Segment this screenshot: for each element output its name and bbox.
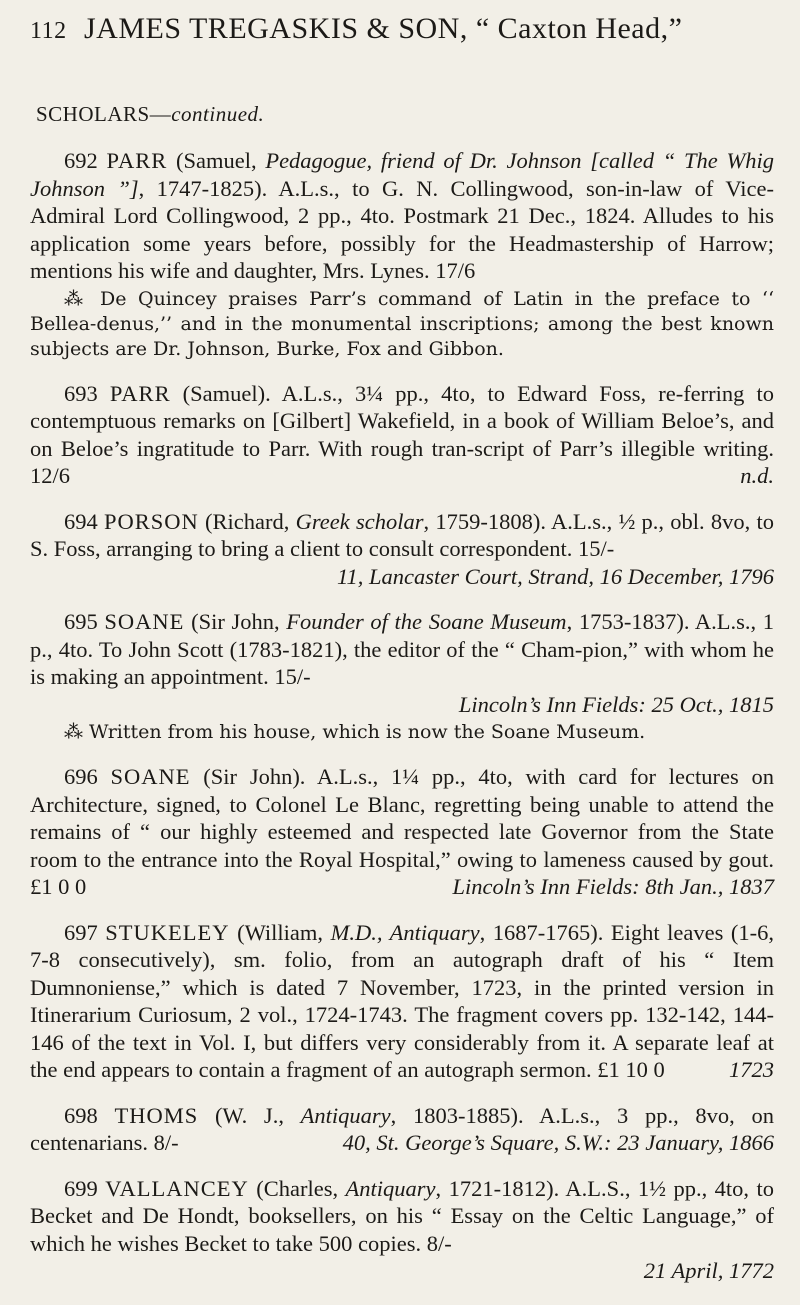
page-number: 112 (30, 18, 67, 44)
catalogue-entry (30, 608, 774, 745)
entry-number: 696 (64, 764, 98, 789)
running-title: JAMES TREGASKIS & SON, “ Caxton Head,” (84, 12, 683, 45)
entry-text: (William, (229, 919, 331, 945)
entry-number: 692 (64, 148, 98, 173)
entry-text: , 1747-1825). A.L.s., to G. N. Collingwood, son-in-law of Vice-Admiral Lord Collingwood, 2 pp., 4to. Postmark 21 Dec., 1824. Alludes to his application some years before, possibly for the Headmastership of Harrow; mentions his wife and daughter, Mrs. Lynes. 17/6 (30, 175, 774, 283)
catalogue-entry (30, 147, 774, 362)
entry-name: SOANE (110, 764, 191, 789)
entry-number: 694 (64, 508, 98, 534)
entry-name: PORSON (104, 508, 199, 534)
entry-dateline: 21 April, 1772 (643, 1258, 774, 1283)
entry-description: Greek scholar (295, 508, 424, 534)
entry-text: , 1803-1885). A.L.s., 3 pp., 8vo, on centenarians. 8/- (30, 1102, 775, 1155)
entry-text: (Samuel, (167, 148, 266, 173)
entry-name: PARR (109, 380, 171, 406)
entry-dateline: 11, Lancaster Court, Strand, 16 December, 1796 (336, 563, 774, 589)
entry-dateline: n.d. (740, 463, 774, 488)
asterism-icon: ⁂ (64, 721, 83, 743)
entry-text: (Sir John, (184, 609, 287, 634)
entry-description: M.D., Antiquary (330, 919, 480, 945)
entry-text: , 1753-1837). A.L.s., 1 p., 4to. To John Scott (1783-1821), the editor of the “ Cham-pion,” with whom he is making an appointment. 15/- (30, 609, 775, 689)
entry-text: (Charles, (248, 1175, 346, 1201)
catalogue-entry (30, 380, 774, 490)
entry-dateline: 40, St. George’s Square, S.W.: 23 January, 1866 (342, 1130, 774, 1155)
entry-text: , 1759-1808). A.L.s., ½ p., obl. 8vo, to S. Foss, arranging to bring a client to consult correspondent. 15/- (30, 508, 775, 561)
entry-text: (Sir John). A.L.s., 1¼ pp., 4to, with card for lectures on Architecture, signed, to Colonel Le Blanc, regretting being unable to attend the remains of “ our highly esteemed and respected late Governor from the State room to the entrance into the Royal Hospital,” owing to lameness caused by gout. £1 0 0 (30, 764, 774, 899)
entry-number: 693 (64, 380, 98, 406)
catalogue-entry (30, 508, 774, 591)
catalogue-entry (30, 763, 774, 901)
entry-name: THOMS (114, 1102, 199, 1128)
section-suffix: continued. (171, 102, 265, 126)
entry-description: Pedagogue, friend of Dr. Johnson [called “ The Whig Johnson ”] (30, 148, 775, 201)
asterism-icon: ⁂ (64, 287, 89, 310)
entry-number: 698 (64, 1102, 98, 1128)
running-head (30, 12, 774, 60)
catalogue-entry (30, 1102, 774, 1157)
entry-name: STUKELEY (105, 919, 230, 945)
entry-text: (Richard, (198, 508, 296, 534)
entry-number: 699 (64, 1175, 98, 1201)
entry-number: 695 (64, 609, 98, 634)
section-heading (36, 102, 774, 127)
note-text: Written from his house, which is now the Soane Museum. (89, 721, 646, 743)
catalogue-entry (30, 1175, 774, 1285)
entry-dateline: Lincoln’s Inn Fields: 25 Oct., 1815 (458, 691, 774, 717)
entry-text: , 1687-1765). Eight leaves (1-6, 7-8 consecutively), sm. folio, from an autograph draft of his “ Item Dumnoniense,” which is dated 7 November, 1723, in the printed version in Itinerarium Curiosum, 2 vol., 1724-1743. The fragment covers pp. 132-142, 144-146 of the text in Vol. I, but differs very considerably from it. A separate leaf at the end appears to contain a fragment of an autograph sermon. £1 10 0 (30, 919, 775, 1082)
entry-description: Founder of the Soane Museum (286, 609, 567, 634)
entry-description: Antiquary (300, 1102, 391, 1128)
entry-text: (Samuel). A.L.s., 3¼ pp., 4to, to Edward Foss, re-ferring to contemptuous remarks on [Gilbert] Wakefield, in a book of William Beloe’s, and on Beloe’s ingratitude to Parr. With rough tran-script of Parr’s illegible writing. 12/6 (30, 380, 775, 488)
entry-dateline: 1723 (729, 1057, 774, 1082)
entry-name: PARR (106, 148, 168, 173)
entry-dateline: Lincoln’s Inn Fields: 8th Jan., 1837 (452, 874, 774, 899)
entry-description: Antiquary (345, 1175, 436, 1201)
entry-name: VALLANCEY (105, 1175, 249, 1201)
note-text: De Quincey praises Parr’s command of Latin in the preface to ‘‘ Bellea-denus,’’ and in the monumental inscriptions; among the best known subjects are Dr. Johnson, Burke, Fox and Gibbon. (30, 287, 774, 360)
entry-text: , 1721-1812). A.L.S., 1½ pp., 4to, to Becket and De Hondt, booksellers, on his “ Essay on the Celtic Language,” of which he wishes Becket to take 500 copies. 8/- (30, 1175, 774, 1256)
section-label: SCHOLARS— (36, 102, 172, 126)
entry-number: 697 (64, 919, 98, 945)
entry-note (30, 287, 774, 362)
entry-note (30, 720, 774, 745)
entry-name: SOANE (104, 609, 185, 634)
entry-text: (W. J., (198, 1102, 301, 1128)
catalogue-entry (30, 919, 774, 1084)
